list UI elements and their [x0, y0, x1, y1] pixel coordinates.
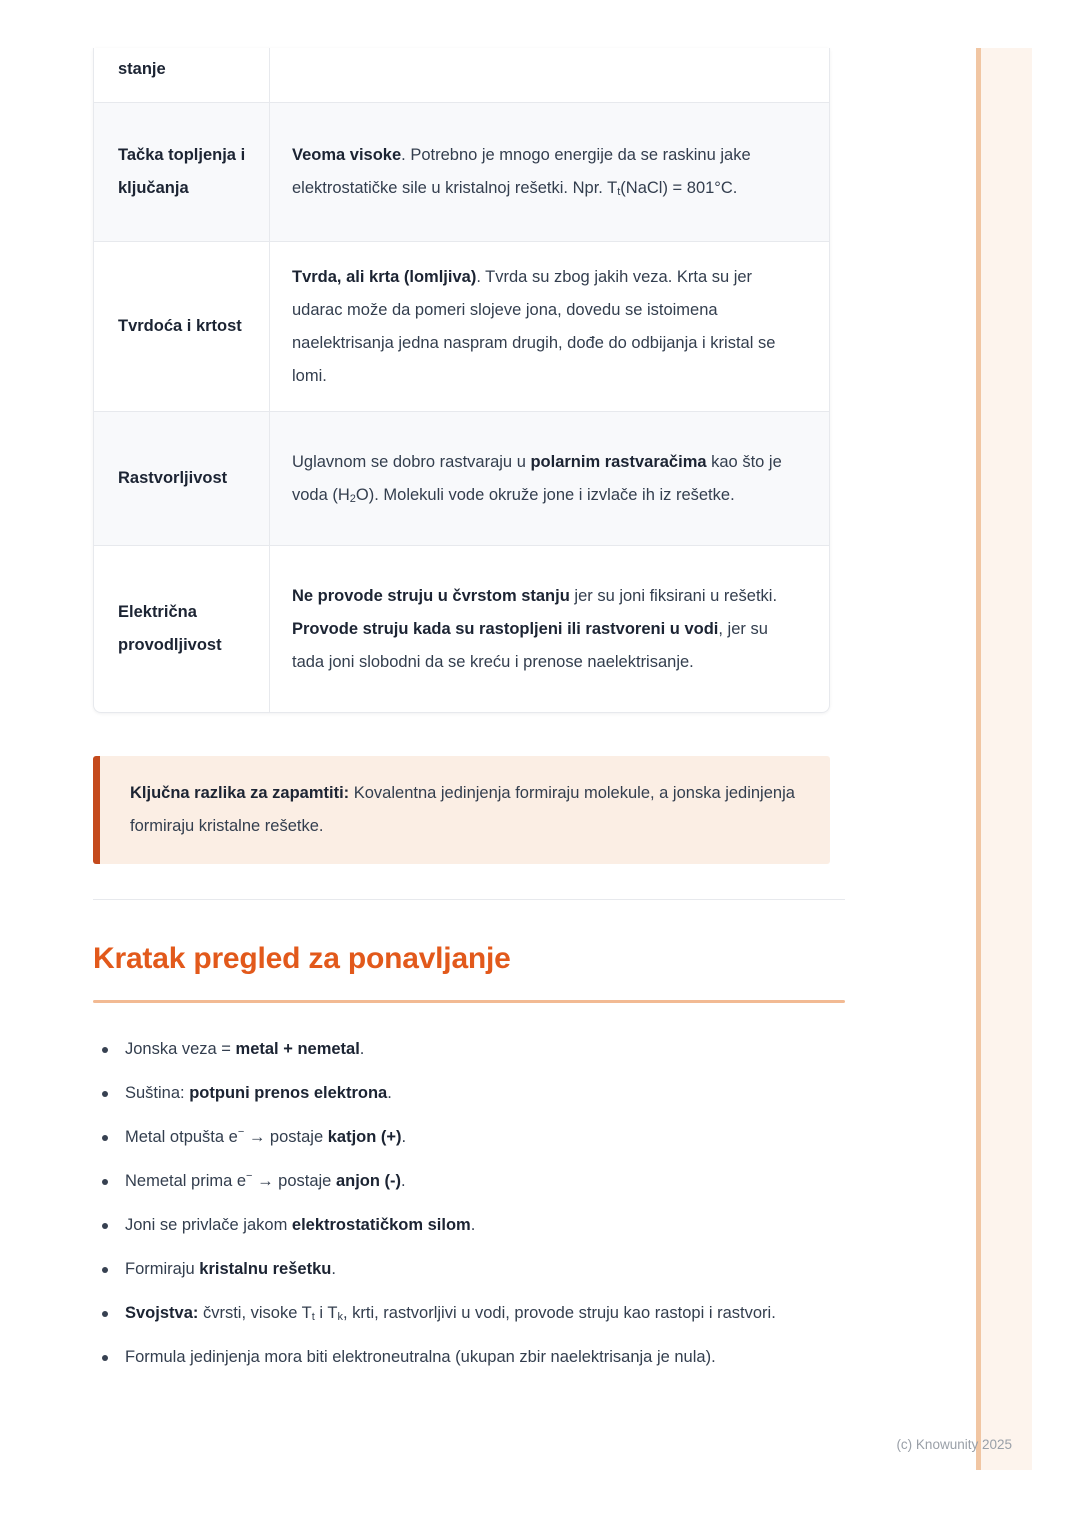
row-label: stanje [118, 60, 166, 78]
list-item: Formiraju kristalnu rešetku. [93, 1253, 830, 1286]
row-label: Električna provodljivost [94, 545, 269, 712]
summary-list [93, 1033, 830, 1374]
section-title: Kratak pregled za ponavljanje [93, 942, 511, 975]
list-item: Joni se privlače jakom elektrostatičkom silom. [93, 1209, 830, 1242]
list-item: Nemetal prima e− → postaje anjon (-). [93, 1165, 830, 1198]
row-label: Tačka topljenja i ključanja [94, 102, 269, 241]
content-column [93, 0, 830, 1385]
section-title-underline [93, 1000, 845, 1003]
key-difference-callout [93, 756, 830, 864]
table-row-electrical-conductivity [94, 545, 829, 712]
list-item: Formula jedinjenja mora biti elektroneutralna (ukupan zbir naelektrisanja je nula). [93, 1341, 830, 1374]
page-margin-strip [976, 48, 1032, 1470]
table-row-hardness-brittleness [94, 241, 829, 411]
table-row-melting-boiling-point [94, 102, 829, 241]
row-content [269, 48, 829, 102]
list-item: Metal otpušta e− → postaje katjon (+). [93, 1121, 830, 1154]
row-label: Rastvorljivost [94, 411, 269, 545]
row-content: Veoma visoke. Potrebno je mnogo energije da se raskinu jake elektrostatičke sile u kristalnoj rešetki. Npr. $T_t(NaCl) = 801^\circ C$. [269, 102, 829, 241]
callout-text: Ključna razlika za zapamtiti: Kovalentna jedinjenja formiraju molekule, a jonska jedinjenja formiraju kristalne rešetke. [130, 784, 795, 835]
list-item: Suština: potpuni prenos elektrona. [93, 1077, 830, 1110]
list-item: Svojstva: čvrsti, visoke $T_t$ i $T_k$, krti, rastvorljivi u vodi, provode struju kao rastopi i rastvori. [93, 1297, 830, 1330]
row-content: Tvrda, ali krta (lomljiva). Tvrda su zbog jakih veza. Krta su jer udarac može da pomeri slojeve jona, dovedu se istoimena naelektrisanja jedna naspram drugih, dođe do odbijanja i kristal se lomi. [269, 241, 829, 411]
section-divider [93, 899, 845, 900]
row-content: Uglavnom se dobro rastvaraju u polarnim rastvaračima kao što je voda $(H_2O)$. Molekuli vode okruže jone i izvlače ih iz rešetke. [269, 411, 829, 545]
copyright-watermark: (c) Knowunity 2025 [896, 1437, 1012, 1452]
row-content: Ne provode struju u čvrstom stanju jer su joni fiksirani u rešetki. Provode struju kada su rastopljeni ili rastvoreni u vodi, jer su tada joni slobodni da se kreću i prenose naelektrisanje. [269, 545, 829, 712]
row-label: Tvrdoća i krtost [94, 241, 269, 411]
table-row-state-partial [94, 48, 829, 102]
list-item: Jonska veza = metal + nemetal. [93, 1033, 830, 1066]
table-row-solubility [94, 411, 829, 545]
properties-table [93, 48, 830, 713]
